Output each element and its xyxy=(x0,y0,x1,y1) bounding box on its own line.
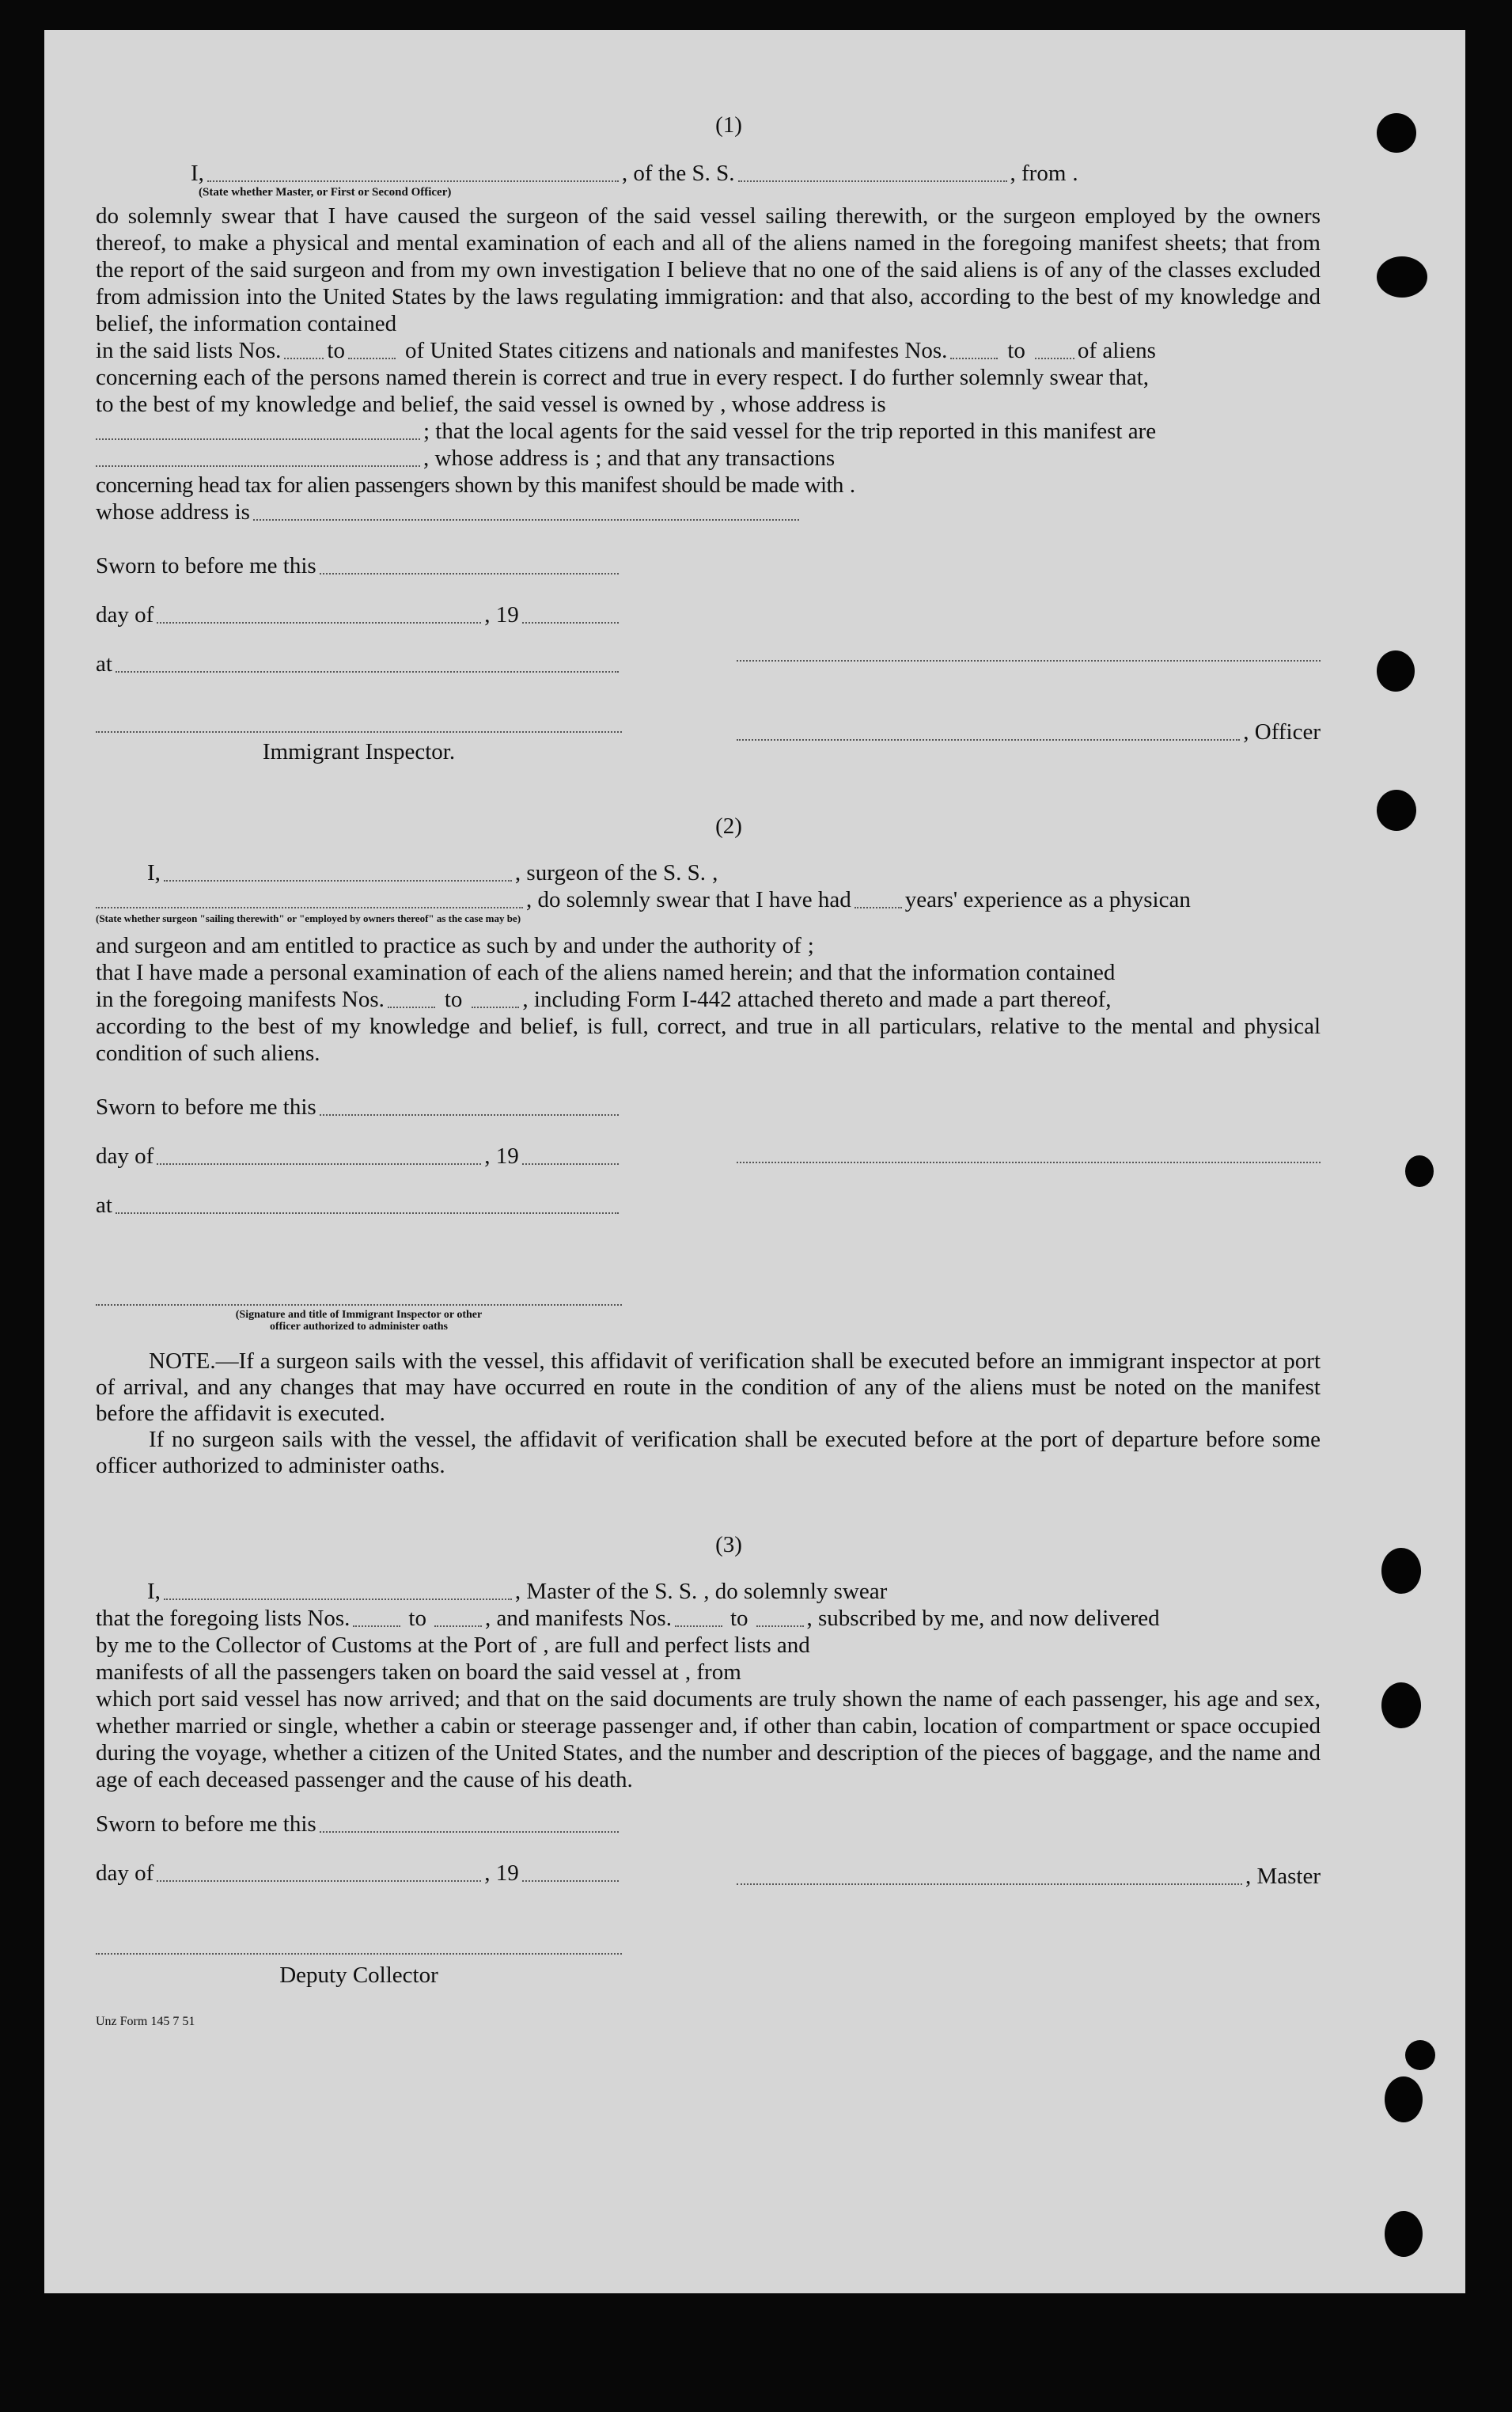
year-field-3[interactable] xyxy=(522,1860,619,1882)
sworn-date-field-3[interactable] xyxy=(320,1811,619,1833)
master-name-field[interactable] xyxy=(164,1578,512,1600)
year-field-2[interactable] xyxy=(522,1143,619,1165)
section-1-agent-address-line: , whose address is ; and that any transactions xyxy=(96,445,1321,472)
section-3-day-of: day of , 19 xyxy=(96,1860,622,1887)
manifests-from-field-3[interactable] xyxy=(675,1605,722,1627)
section-2-examination-text: that I have made a personal examination of each of the aliens named herein; and that the information contained xyxy=(96,960,1116,985)
vessel-name-field[interactable] xyxy=(738,160,1007,182)
sworn-date-field-1[interactable] xyxy=(320,552,619,575)
section-2-practice-line: and surgeon and am entitled to practice as such by and under the authority of ; xyxy=(96,933,814,958)
officer-signature: , Officer xyxy=(737,719,1321,745)
section-2-number: (2) xyxy=(715,813,742,839)
officer-note: (State whether Master, or First or Second Officer) xyxy=(199,186,452,199)
section-1-lists-line: in the said lists Nos. to of United States citizens and nationals and manifestes Nos. to of aliens xyxy=(96,338,1156,363)
form-number: Unz Form 145 7 51 xyxy=(96,2015,195,2028)
surgeon-name-field[interactable] xyxy=(164,859,512,882)
form-page xyxy=(44,30,1465,2293)
surgeon-status-field[interactable] xyxy=(96,886,523,908)
note-surgeon-sails: NOTE.—If a surgeon sails with the vessel, this affidavit of verification shall be executed before an immigrant inspector at port of arrival, and any changes that may have occurred en route in the condition of any of the aliens must be noted on the manifest before the affidavit is executed. xyxy=(96,1348,1321,1426)
section-3-documents-text: which port said vessel has now arrived; and that on the said documents are truly shown the name of each passenger, his age and sex, whether married or single, whether a cabin or steerage passenger and, if other than cabin, location of compartment or space occupied during the voyage, whether a citizen of the United States, and the number and description of the pieces of baggage, and the name and age of each deceased passenger and the cause of his death. xyxy=(96,1686,1321,1792)
section-1-agents-line: ; that the local agents for the said vessel for the trip reported in this manifest are xyxy=(96,418,1321,445)
section-1-at: at xyxy=(96,650,622,677)
at-place-field-1[interactable] xyxy=(116,650,619,673)
at-place-field-2[interactable] xyxy=(116,1192,619,1214)
lists-to-field-3[interactable] xyxy=(434,1605,482,1627)
inspector-label: Immigrant Inspector. xyxy=(262,739,456,764)
section-1-owner-line: to the best of my knowledge and belief, the said vessel is owned by , whose address is xyxy=(96,392,886,417)
section-1-whose-line: whose address is xyxy=(96,499,1321,525)
section-2-manifest-line: in the foregoing manifests Nos. to , including Form I-442 attached thereto and made a part thereof, xyxy=(96,987,1112,1012)
inspector-signature-line-2[interactable] xyxy=(96,1284,622,1306)
inspector-signature-line-1[interactable] xyxy=(96,711,622,733)
section-1-oath-text: do solemnly swear that I have caused the surgeon of the said vessel sailing therewith, or the surgeon employed by the owners thereof, to make a physical and mental examination of each and all of the aliens named in the foregoing manifest sheets; that from the report of the said surgeon and from my own investigation I believe that no one of the said aliens is of any of the classes excluded from admission into the United States by the laws regulating immigration: and that also, according to the best of my knowledge and belief, the information contained xyxy=(96,203,1321,336)
year-field-1[interactable] xyxy=(522,601,619,624)
master-signature: , Master xyxy=(737,1863,1321,1890)
section-3-line-3: by me to the Collector of Customs at the Port of , are full and perfect lists and xyxy=(96,1633,810,1658)
section-1-day-of: day of , 19 xyxy=(96,601,622,628)
section-2 xyxy=(96,859,1321,1067)
officer-name-field[interactable] xyxy=(207,160,619,182)
binder-hole xyxy=(1405,2040,1435,2070)
binder-hole xyxy=(1405,1155,1434,1187)
day-of-field-3[interactable] xyxy=(157,1860,481,1882)
owner-address-field[interactable] xyxy=(96,418,420,440)
section-2-condition-text: according to the best of my knowledge and belief, is full, correct, and true in all particulars, relative to the mental and physical condition of such aliens. xyxy=(96,1014,1321,1066)
section-3-number: (3) xyxy=(715,1532,742,1557)
binder-hole xyxy=(1377,650,1415,692)
section-3-line-2: that the foregoing lists Nos. to , and manifests Nos. to , subscribed by me, and now delivered xyxy=(96,1606,1160,1631)
section-1-further-text: concerning each of the persons named therein is correct and true in every respect. I do further solemnly swear that, xyxy=(96,365,1150,390)
section-1-headtax-line: concerning head tax for alien passengers shown by this manifest should be made with . xyxy=(96,472,856,498)
collector-label: Deputy Collector xyxy=(279,1963,438,1988)
local-agents-field[interactable] xyxy=(96,445,420,467)
binder-hole xyxy=(1381,1682,1421,1728)
note-no-surgeon: If no surgeon sails with the vessel, the affidavit of verification shall be executed before at the port of departure before some officer authorized to administer oaths. xyxy=(96,1427,1321,1478)
head-tax-address-field[interactable] xyxy=(253,499,799,521)
manifest-to-field-2[interactable] xyxy=(472,986,519,1008)
citizens-list-from-field[interactable] xyxy=(284,337,324,359)
surgeon-signature-line[interactable] xyxy=(737,1141,1321,1163)
lists-from-field-3[interactable] xyxy=(353,1605,400,1627)
officer-signature-field[interactable] xyxy=(737,719,1240,741)
section-2-line-1: I, , surgeon of the S. S. , xyxy=(147,860,718,886)
day-of-field-1[interactable] xyxy=(157,601,481,624)
binder-hole xyxy=(1381,1548,1421,1594)
binder-hole xyxy=(1377,256,1427,298)
aliens-manifest-from-field[interactable] xyxy=(950,337,998,359)
master-signature-field[interactable] xyxy=(737,1863,1242,1885)
section-3-line-1: I, , Master of the S. S. , do solemnly swear xyxy=(147,1579,888,1604)
signature-note: (Signature and title of Immigrant Inspector or other officer authorized to administer oaths xyxy=(235,1309,483,1333)
manifests-to-field-3[interactable] xyxy=(756,1605,804,1627)
binder-hole xyxy=(1385,2211,1423,2257)
sworn-date-field-2[interactable] xyxy=(320,1094,619,1116)
section-2-sworn: Sworn to before me this xyxy=(96,1094,622,1121)
section-1-sworn: Sworn to before me this xyxy=(96,552,622,579)
section-2-at: at xyxy=(96,1192,622,1219)
section-1-signature-line[interactable] xyxy=(737,639,1321,662)
binder-hole xyxy=(1385,2076,1423,2122)
section-1 xyxy=(96,160,1321,525)
section-1-number: (1) xyxy=(715,112,742,138)
years-experience-field[interactable] xyxy=(855,886,902,908)
day-of-field-2[interactable] xyxy=(157,1143,481,1165)
section-1-line-1: I, , of the S. S. , from . xyxy=(191,161,1078,186)
section-3-sworn: Sworn to before me this xyxy=(96,1811,622,1837)
citizens-list-to-field[interactable] xyxy=(348,337,396,359)
surgeon-note: (State whether surgeon "sailing therewith" or "employed by owners thereof" as the case may be) xyxy=(96,912,521,924)
aliens-manifest-to-field[interactable] xyxy=(1035,337,1074,359)
section-2-notes xyxy=(96,1348,1321,1479)
manifest-from-field-2[interactable] xyxy=(388,986,435,1008)
section-2-day-of: day of , 19 xyxy=(96,1143,622,1170)
section-2-line-2: , do solemnly swear that I have had years' experience as a physican xyxy=(96,886,1321,913)
section-3 xyxy=(96,1578,1321,1793)
binder-hole xyxy=(1377,790,1416,831)
binder-hole xyxy=(1377,113,1416,153)
section-3-line-4: manifests of all the passengers taken on board the said vessel at , from xyxy=(96,1659,741,1685)
collector-signature-line[interactable] xyxy=(96,1932,622,1955)
